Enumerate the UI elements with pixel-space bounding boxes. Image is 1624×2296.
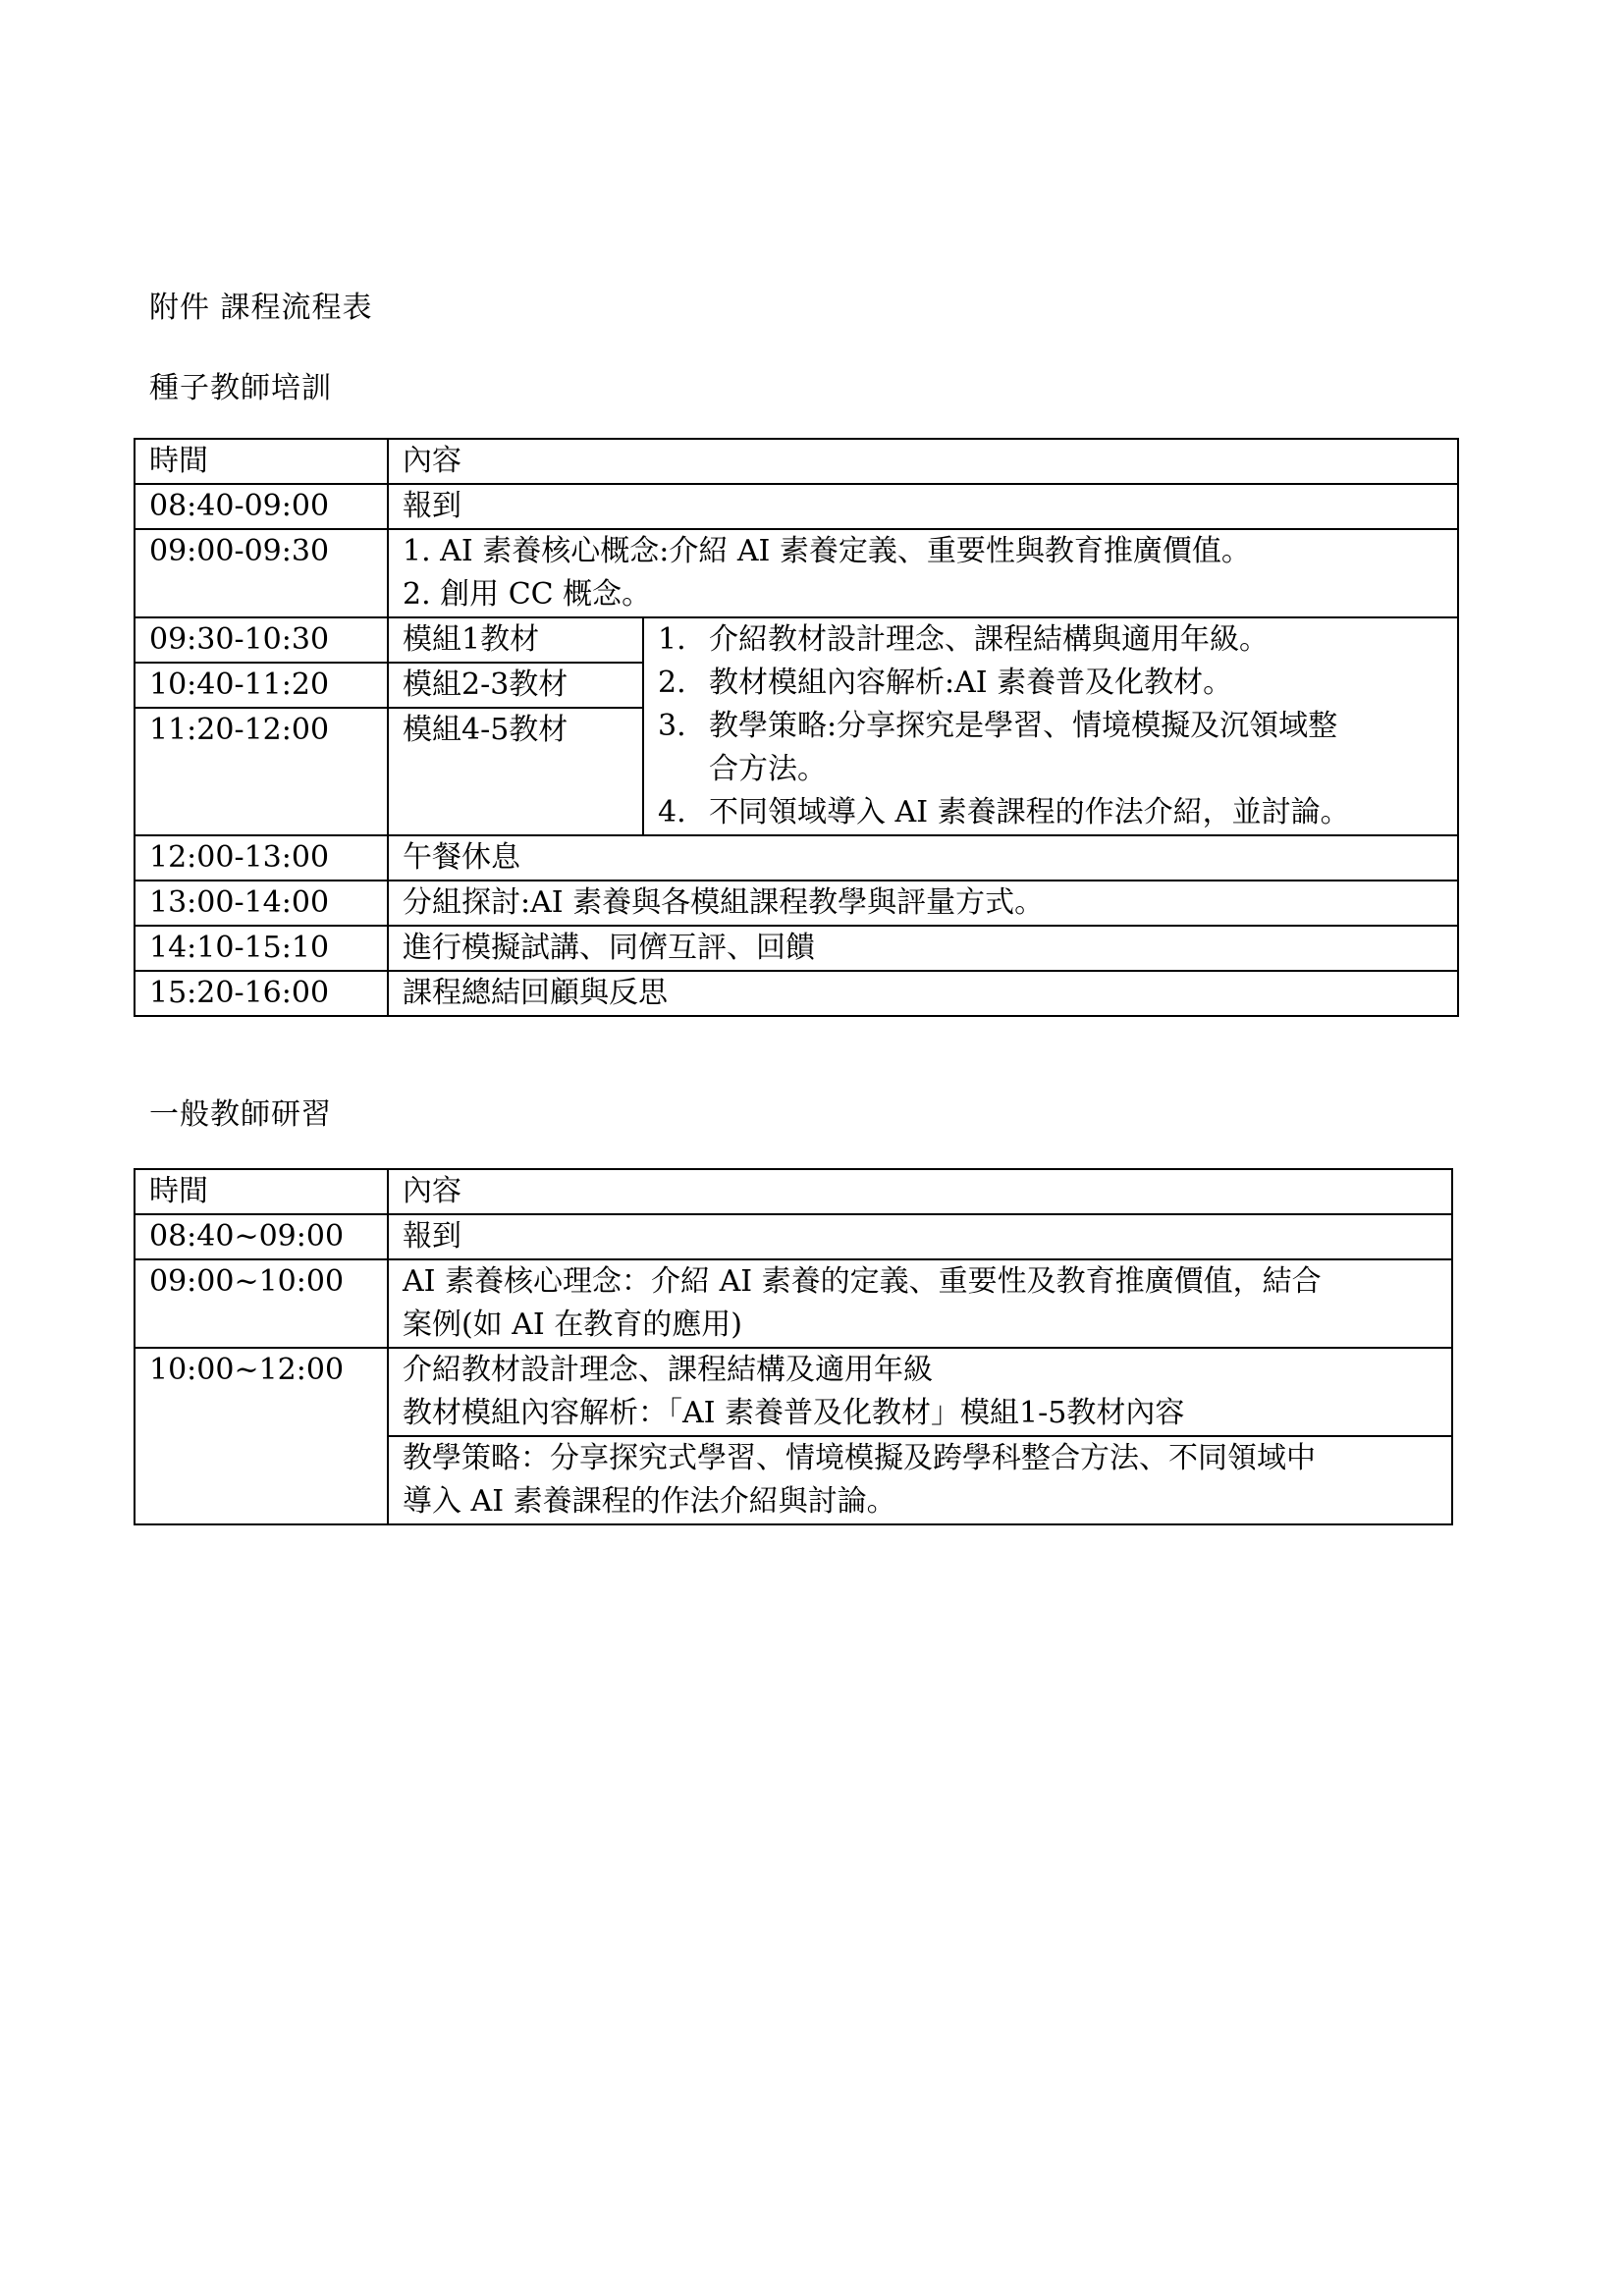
list-number: 1. [658,622,686,657]
list-item-text: 合方法。 [709,752,827,786]
table-row [135,484,1458,529]
list-item [658,618,1457,662]
content-column-header: 內容 [388,1169,1452,1214]
list-item [658,791,1457,834]
time-cell: 09:00~10:00 [135,1259,388,1348]
module-cell: 模組2-3教材 [388,663,643,708]
table-row [135,881,1458,926]
content-line: 教學策略：分享探究式學習、情境模擬及跨學科整合方法、不同領域中 [403,1441,1316,1475]
table-row [135,617,1458,663]
table-row [135,926,1458,971]
time-cell: 09:30-10:30 [135,617,388,663]
time-cell: 11:20-12:00 [135,708,388,835]
content-cell [388,1436,1452,1524]
content-line: AI 素養核心理念：介紹 AI 素養的定義、重要性及教育推廣價值，結合 [403,1264,1322,1299]
module-details-cell [643,617,1458,835]
content-cell [388,1348,1452,1436]
list-item-text: 介紹教材設計理念、課程結構與適用年級。 [709,622,1269,657]
content-column-header: 內容 [388,439,1458,484]
time-cell: 15:20-16:00 [135,971,388,1016]
content-cell [388,529,1458,617]
content-line: 1. AI 素養核心概念:介紹 AI 素養定義、重要性與教育推廣價值。 [403,534,1251,568]
content-line: 案例(如 AI 在教育的應用) [403,1308,742,1342]
time-cell: 08:40-09:00 [135,484,388,529]
content-cell: 課程總結回顧與反思 [388,971,1458,1016]
content-cell: 報到 [388,484,1458,529]
content-line: 教材模組內容解析：「AI 素養普及化教材」模組1-5教材內容 [403,1396,1185,1430]
table-header-row [135,439,1458,484]
table-row [135,1259,1452,1348]
list-number: 2. [658,666,686,700]
general-training-schedule-table [134,1168,1453,1525]
content-line: 介紹教材設計理念、課程結構及適用年級 [403,1353,933,1387]
content-line: 2. 創用 CC 概念。 [403,577,652,612]
time-cell: 13:00-14:00 [135,881,388,926]
module-cell: 模組4-5教材 [388,708,643,835]
table-row [135,971,1458,1016]
content-cell [388,1259,1452,1348]
list-item-text: 不同領域導入 AI 素養課程的作法介紹，並討論。 [709,795,1350,829]
list-number: 4. [658,795,686,829]
table-row [135,1214,1452,1259]
list-item [658,662,1457,705]
list-item-text: 教學策略:分享探究是學習、情境模擬及沉領域整 [709,709,1338,743]
time-cell: 10:40-11:20 [135,663,388,708]
time-cell: 14:10-15:10 [135,926,388,971]
time-cell: 12:00-13:00 [135,835,388,881]
table-row [135,1348,1452,1436]
content-cell: 分組探討:AI 素養與各模組課程教學與評量方式。 [388,881,1458,926]
time-column-header: 時間 [135,1169,388,1214]
time-cell: 09:00-09:30 [135,529,388,617]
general-training-heading: 一般教師研習 [149,1097,332,1132]
module-cell: 模組1教材 [388,617,643,663]
table-row [135,835,1458,881]
seed-training-schedule-table [134,438,1459,1017]
table-header-row [135,1169,1452,1214]
table-row [135,529,1458,617]
page-title: 附件 課程流程表 [149,291,373,325]
time-column-header: 時間 [135,439,388,484]
seed-training-heading: 種子教師培訓 [149,371,332,405]
time-cell: 10:00~12:00 [135,1348,388,1524]
time-cell: 08:40~09:00 [135,1214,388,1259]
content-cell: 報到 [388,1214,1452,1259]
list-number: 3. [658,709,686,743]
content-cell: 午餐休息 [388,835,1458,881]
list-item-text: 教材模組內容解析:AI 素養普及化教材。 [709,666,1233,700]
list-item [658,705,1457,791]
content-cell: 進行模擬試講、同儕互評、回饋 [388,926,1458,971]
content-line: 導入 AI 素養課程的作法介紹與討論。 [403,1484,896,1519]
